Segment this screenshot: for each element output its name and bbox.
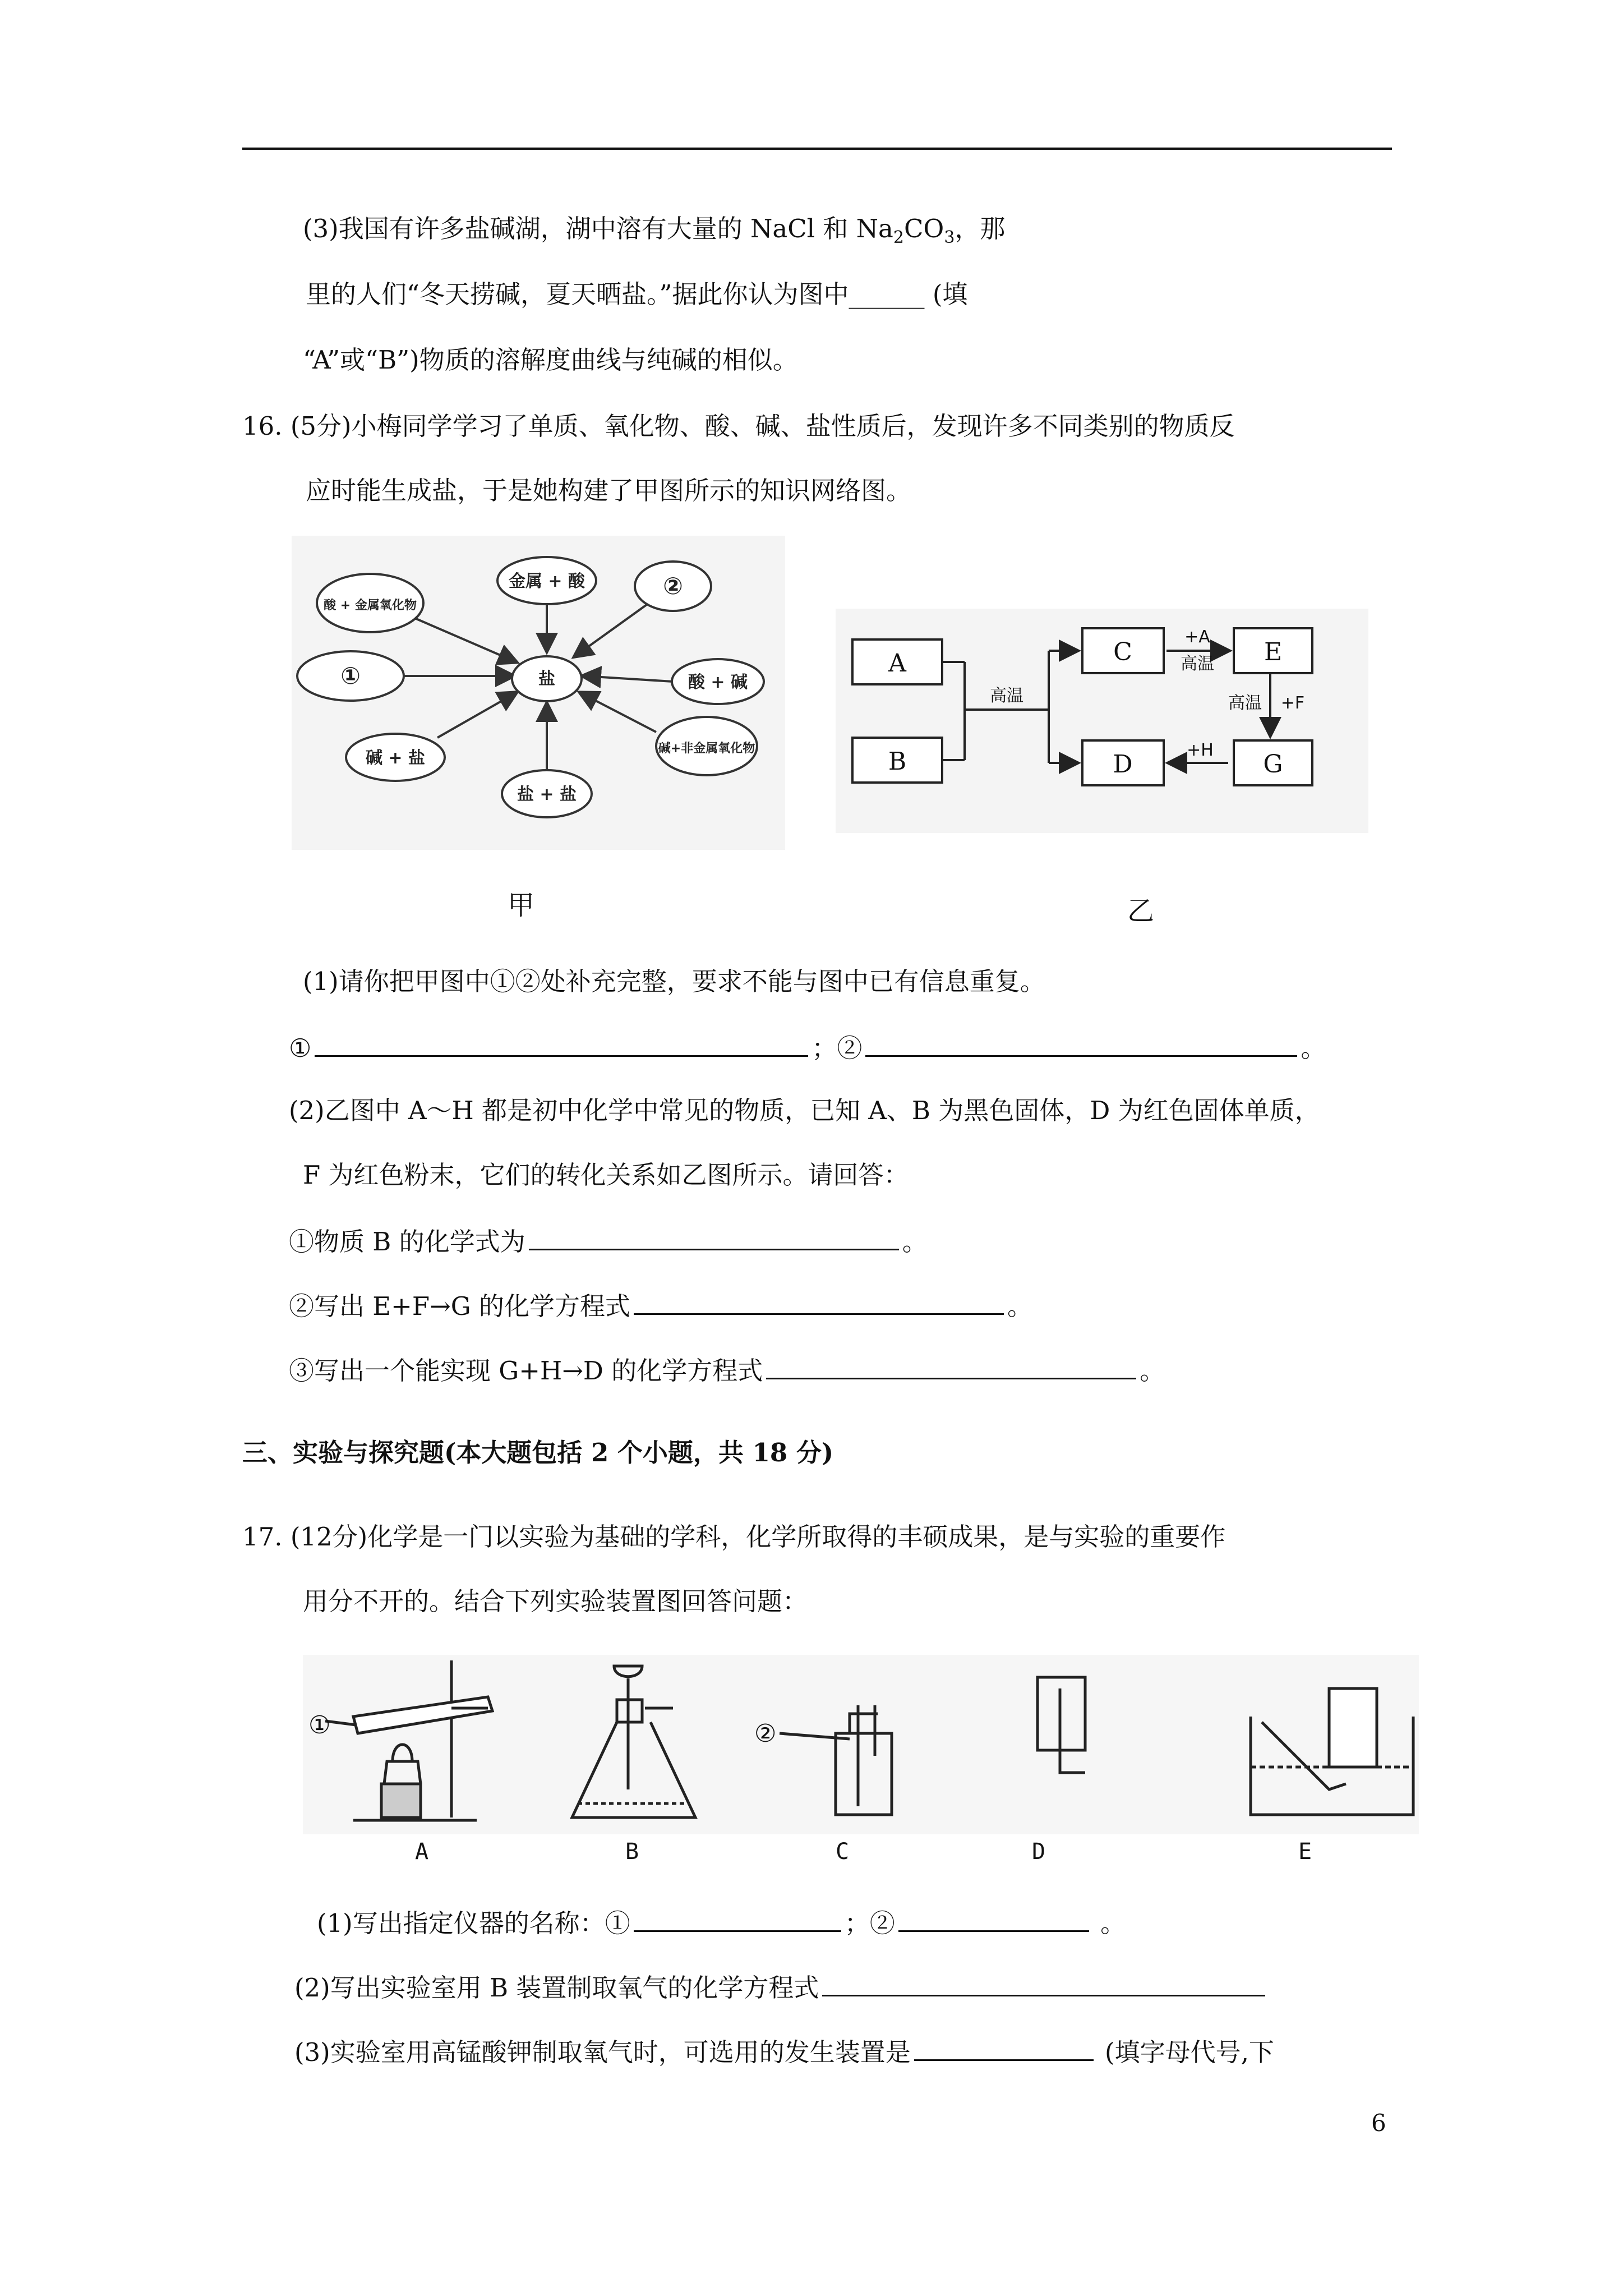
- q16-sub2-a: ①物质 B 的化学式为 。: [289, 1223, 928, 1259]
- apparatus-label-c: C: [836, 1839, 850, 1865]
- apparatus-label-a: A: [415, 1839, 429, 1865]
- section3-heading: 三、实验与探究题(本大题包括 2 个小题，共 18 分): [242, 1438, 834, 1467]
- yi-box-d: D: [1113, 750, 1133, 779]
- yi-box-a: A: [888, 649, 906, 678]
- jia-node-acid-base: 酸 + 碱: [688, 673, 748, 692]
- q16-sub2-c: ③写出一个能实现 G+H→D 的化学方程式 。: [289, 1352, 1165, 1388]
- answer-blank-eq-ghd[interactable]: [766, 1352, 1136, 1379]
- header-rule: [242, 148, 1392, 150]
- figure-jia-network: [292, 536, 785, 850]
- answer-blank-eq-efg[interactable]: [634, 1287, 1004, 1315]
- apparatus-marker-2: ②: [754, 1719, 777, 1748]
- q16-sub1: (1)请你把甲图中①②处补充完整，要求不能与图中已有信息重复。: [303, 967, 1045, 996]
- q16-sub2-line1: (2)乙图中 A～H 都是初中化学中常见的物质，已知 A、B 为黑色固体，D 为红色固体单质，: [289, 1096, 1320, 1125]
- q15-line1: (3)我国有许多盐碱湖，湖中溶有大量的 NaCl 和 $Na_2CO_3$，那: [303, 214, 1006, 247]
- yi-box-b: B: [888, 747, 907, 776]
- jia-center: 盐: [538, 669, 555, 689]
- figure-yi-caption: 乙: [1127, 895, 1155, 927]
- apparatus-label-e: E: [1298, 1839, 1312, 1865]
- q16-sub1-answers: ① ；② 。: [289, 1029, 1326, 1065]
- answer-blank-instrument-2[interactable]: [898, 1904, 1089, 1932]
- answer-blank-2[interactable]: [865, 1029, 1297, 1057]
- q17-sub3: (3)实验室用高锰酸钾制取氧气时，可选用的发生装置是 (填字母代号,下: [294, 2033, 1274, 2069]
- jia-node-acid-metal-oxide: 酸 + 金属氧化物: [324, 599, 417, 613]
- yi-label-high-temp-1: 高温: [990, 686, 1023, 706]
- yi-label-high-temp-3: 高温: [1228, 693, 1262, 713]
- answer-blank-eq-oxygen[interactable]: [822, 1969, 1265, 1996]
- yi-label-high-temp-2: 高温: [1181, 654, 1214, 674]
- q15-line3: “A”或“B”)物质的溶解度曲线与纯碱的相似。: [303, 345, 798, 375]
- q17-sub2: (2)写出实验室用 B 装置制取氧气的化学方程式: [294, 1969, 1269, 2005]
- yi-box-e: E: [1264, 638, 1283, 666]
- jia-node-2: ②: [663, 572, 683, 600]
- q16-sub2-line2: F 为红色粉末，它们的转化关系如乙图所示。请回答：: [303, 1160, 909, 1190]
- q15-line2: 里的人们“冬天捞碱，夏天晒盐。”据此你认为图中______ (填: [306, 279, 968, 309]
- yi-box-c: C: [1113, 638, 1132, 666]
- jia-node-base-salt: 碱 + 盐: [365, 748, 426, 768]
- figure-jia-caption: 甲: [508, 890, 535, 921]
- figure-apparatus: [303, 1655, 1419, 1834]
- yi-label-plus-h: +H: [1187, 740, 1214, 760]
- q16-line1: 16. (5分)小梅同学学习了单质、氧化物、酸、碱、盐性质后，发现许多不同类别的物质反: [242, 411, 1235, 441]
- q17-line1: 17. (12分)化学是一门以实验为基础的学科，化学所取得的丰硕成果，是与实验的重要作: [242, 1522, 1226, 1552]
- q17-line2: 用分不开的。结合下列实验装置图回答问题：: [303, 1586, 808, 1616]
- answer-blank-instrument-1[interactable]: [634, 1904, 841, 1932]
- apparatus-marker-1: ①: [308, 1711, 331, 1740]
- answer-blank-1[interactable]: [315, 1029, 808, 1057]
- yi-label-plus-f: +F: [1280, 693, 1305, 713]
- yi-box-g: G: [1263, 750, 1283, 779]
- jia-node-salt-salt: 盐 + 盐: [517, 785, 577, 804]
- apparatus-label-b: B: [625, 1839, 639, 1865]
- answer-blank-device[interactable]: [914, 2033, 1094, 2061]
- jia-node-1: ①: [340, 662, 361, 689]
- page-number: 6: [1371, 2109, 1386, 2137]
- yi-label-plus-a: +A: [1184, 627, 1210, 647]
- figure-yi-flowchart: [836, 609, 1368, 833]
- q17-sub1: (1)写出指定仪器的名称：① ；② 。: [317, 1904, 1126, 1940]
- apparatus-label-d: D: [1032, 1839, 1046, 1865]
- answer-blank-formula-b[interactable]: [529, 1223, 899, 1250]
- jia-node-base-nonmetal-oxide: 碱+非金属氧化物: [658, 742, 755, 756]
- q16-line2: 应时能生成盐，于是她构建了甲图所示的知识网络图。: [306, 476, 912, 505]
- q16-sub2-b: ②写出 E+F→G 的化学方程式 。: [289, 1287, 1032, 1323]
- jia-node-metal-acid: 金属 + 酸: [508, 572, 585, 591]
